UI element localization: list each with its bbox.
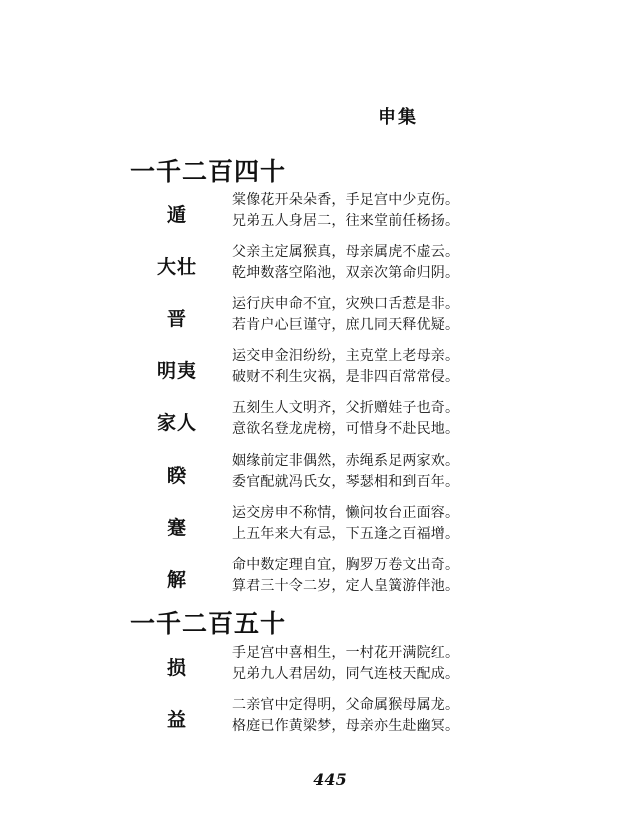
hexagram-name: 晋 <box>166 308 187 330</box>
hexagram-name: 损 <box>166 657 187 679</box>
verse <box>232 555 459 597</box>
verse <box>232 398 459 440</box>
verse-line: 手足宫中喜相生，一村花开满院红。 <box>232 645 460 661</box>
hexagram-name: 大壮 <box>156 256 197 278</box>
hexagram-entry <box>150 503 490 547</box>
verse-line: 五刻生人文明齐，父折赠娃子也奇。 <box>232 400 460 416</box>
verse-line: 乾坤数落空陷池，双亲次第命归阴。 <box>232 265 460 281</box>
verse-line: 姻缘前定非偶然，赤绳系足两家欢。 <box>232 453 460 469</box>
verse-line: 运交房申不称情，懒问妆台正面容。 <box>232 505 460 521</box>
hexagram-entry <box>150 555 490 599</box>
verse-line: 运行庆申命不宜，灾殃口舌惹是非。 <box>232 296 460 312</box>
verse-line: 委官配就冯氏女，琴瑟相和到百年。 <box>232 474 460 490</box>
hexagram-entry <box>150 643 490 687</box>
verse-line: 兄弟五人身居二，往来堂前任杨扬。 <box>232 213 460 229</box>
verse <box>232 695 459 737</box>
hexagram-name: 遁 <box>166 204 187 226</box>
verse <box>232 451 459 493</box>
hexagram-name: 解 <box>166 569 187 591</box>
verse <box>232 190 459 232</box>
hexagram-entry <box>150 398 490 442</box>
verse-line: 若肯户心巨谨守，庶几同天释优疑。 <box>232 317 460 333</box>
verse-line: 二亲官中定得明，父命属猴母属龙。 <box>232 697 460 713</box>
verse-line: 算君三十令二岁，定人皇簧游伴池。 <box>232 578 460 594</box>
verse <box>232 346 459 388</box>
verse-line: 格庭已作黄梁梦，母亲亦生赴幽冥。 <box>232 718 460 734</box>
section-title: 一千二百四十 <box>130 157 287 186</box>
verse-line: 命中数定理自宜，胸罗万卷文出奇。 <box>232 557 460 573</box>
hexagram-entry <box>150 346 490 390</box>
verse-line: 运交申金汨纷纷，主克堂上老母亲。 <box>232 348 460 364</box>
verse <box>232 643 459 685</box>
verse <box>232 242 459 284</box>
hexagram-name: 睽 <box>166 465 187 487</box>
verse-line: 破财不利生灾祸，是非四百常常侵。 <box>232 369 460 385</box>
hexagram-entry <box>150 451 490 495</box>
verse <box>232 503 459 545</box>
page-header: 申集 <box>378 107 418 128</box>
hexagram-name: 蹇 <box>166 517 187 539</box>
hexagram-entry <box>150 695 490 739</box>
verse <box>232 294 459 336</box>
page-number: 445 <box>313 770 347 789</box>
verse-line: 兄弟九人君居幼，同气连枝天配成。 <box>232 666 460 682</box>
hexagram-name: 明夷 <box>156 360 197 382</box>
hexagram-entry <box>150 294 490 338</box>
verse-line: 父亲主定属猴真，母亲属虎不虚云。 <box>232 244 460 260</box>
hexagram-entry <box>150 242 490 286</box>
hexagram-entry <box>150 190 490 234</box>
verse-line: 上五年来大有忌，下五逢之百福增。 <box>232 526 460 542</box>
verse-line: 棠像花开朵朵香，手足宫中少克伤。 <box>232 192 460 208</box>
hexagram-name: 家人 <box>156 412 197 434</box>
verse-line: 意欲名登龙虎榜，可惜身不赴民地。 <box>232 421 460 437</box>
hexagram-name: 益 <box>166 709 187 731</box>
section-title: 一千二百五十 <box>130 609 287 638</box>
